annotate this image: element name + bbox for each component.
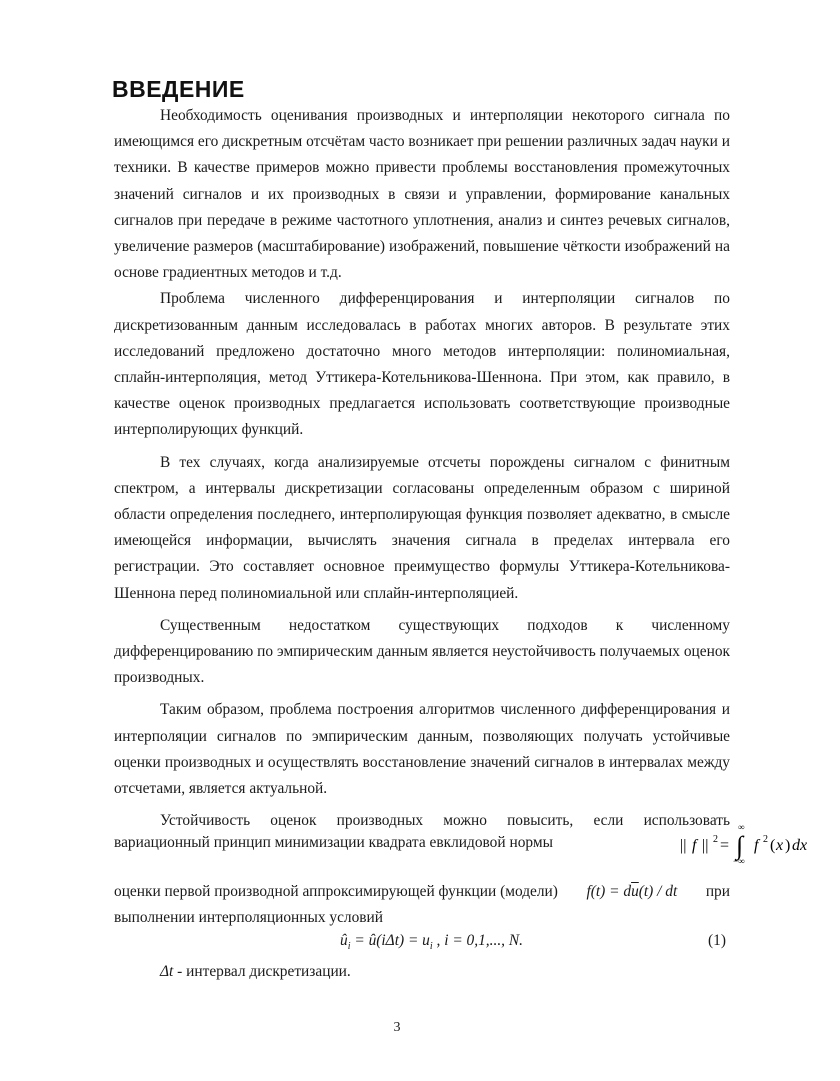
section-heading: ВВЕДЕНИЕ xyxy=(112,76,245,102)
svg-text:(: ( xyxy=(770,837,776,854)
svg-text:2: 2 xyxy=(713,834,718,845)
svg-text:||: || xyxy=(702,837,709,854)
interpolation-equation: $û_i$ = û(iΔt) = $u_i$ , i = 0,1,..., N. xyxy=(340,932,523,953)
model-text: оценки первой производной аппроксимирующей функции (модели) xyxy=(114,883,558,900)
svg-text:=: = xyxy=(720,837,730,854)
dt-definition xyxy=(160,963,351,981)
svg-text:∞: ∞ xyxy=(738,822,745,832)
svg-text:dx: dx xyxy=(792,837,808,854)
paragraph-2: Проблема численного дифференцирования и интерполяции сигналов по дискретизованным данным исследовалась в работах многих авторов. В результате этих исследований предложено достаточно много методов интерполяции: полиномиальная, сплайн-интерполяция, метод Уттикера-Котельникова-Шеннона. При этом, как правило, в качестве оценок производных предлагается использовать соответствующие производные интерполирующих функций. xyxy=(114,290,730,439)
model-formula: $f(t) = d\overline{u}(t)$ / dt xyxy=(586,883,678,900)
equation-number: (1) xyxy=(708,932,726,949)
paragraph-3: В тех случаях, когда анализируемые отсчеты порождены сигналом с финитным спектром, а интервалы дискретизации согласованы определенным образом с шириной области определения последнего, интерполирующая функция позволяет адекватно, в смысле имеющейся информации, вычислять значения сигнала в пределах интервала его регистрации. Это составляет основное преимущество формулы Уттикера-Котельникова-Шеннона перед полиномиальной или сплайн-интерполяцией. xyxy=(114,453,730,602)
pri-text: при xyxy=(705,883,730,900)
page-number: 3 xyxy=(393,1020,401,1035)
formula-line-text: вариационный принцип минимизации квадрата евклидовой нормы xyxy=(114,834,553,851)
paragraph-5: Таким образом, проблема построения алгоритмов численного дифференцирования и интерполяции сигналов по эмпирическим данным, позволяющих получать устойчивые оценки производных и осуществлять восстановление значений сигналов в интервалах между отсчетами, является актуальной. xyxy=(114,701,730,798)
paragraph-6: Устойчивость оценок производных можно повысить, если использовать xyxy=(160,812,730,830)
paragraph-4: Существенным недостатком существующих подходов к численному дифференцированию по эмпирическим данным является неустойчивость получаемых оценок производных. xyxy=(114,616,730,687)
body-text xyxy=(114,103,730,834)
svg-text:f: f xyxy=(692,837,697,854)
svg-text:∫: ∫ xyxy=(736,831,744,860)
svg-text:): ) xyxy=(785,837,791,854)
norm-integral-formula xyxy=(680,822,840,866)
svg-text:||: || xyxy=(680,837,687,854)
svg-text:−∞: −∞ xyxy=(733,856,745,866)
delta-t-symbol: Δt xyxy=(160,963,174,980)
norm-formula-line xyxy=(114,822,808,866)
svg-text:f: f xyxy=(754,837,759,854)
dt-text: - интервал дискретизации. xyxy=(177,963,351,980)
svg-text:x: x xyxy=(776,837,784,854)
after-formula-text xyxy=(114,879,730,931)
interp-conditions-text: выполнении интерполяционных условий xyxy=(114,909,384,927)
paragraph-1: Необходимость оценивания производных и интерполяции некоторого сигнала по имеющимся его дискретным отсчётам часто возникает при решении различных задач науки и техники. В качестве примеров можно привести проблемы восстановления промежуточных значений сигналов и их производных в связи и управлении, формирование канальных сигналов при передаче в режиме частотного уплотнения, анализ и синтез речевых сигналов, увеличение размеров (масштабирование) изображений, повышение чёткости изображений на основе градиентных методов и т.д. xyxy=(114,107,730,282)
svg-text:2: 2 xyxy=(763,834,768,845)
